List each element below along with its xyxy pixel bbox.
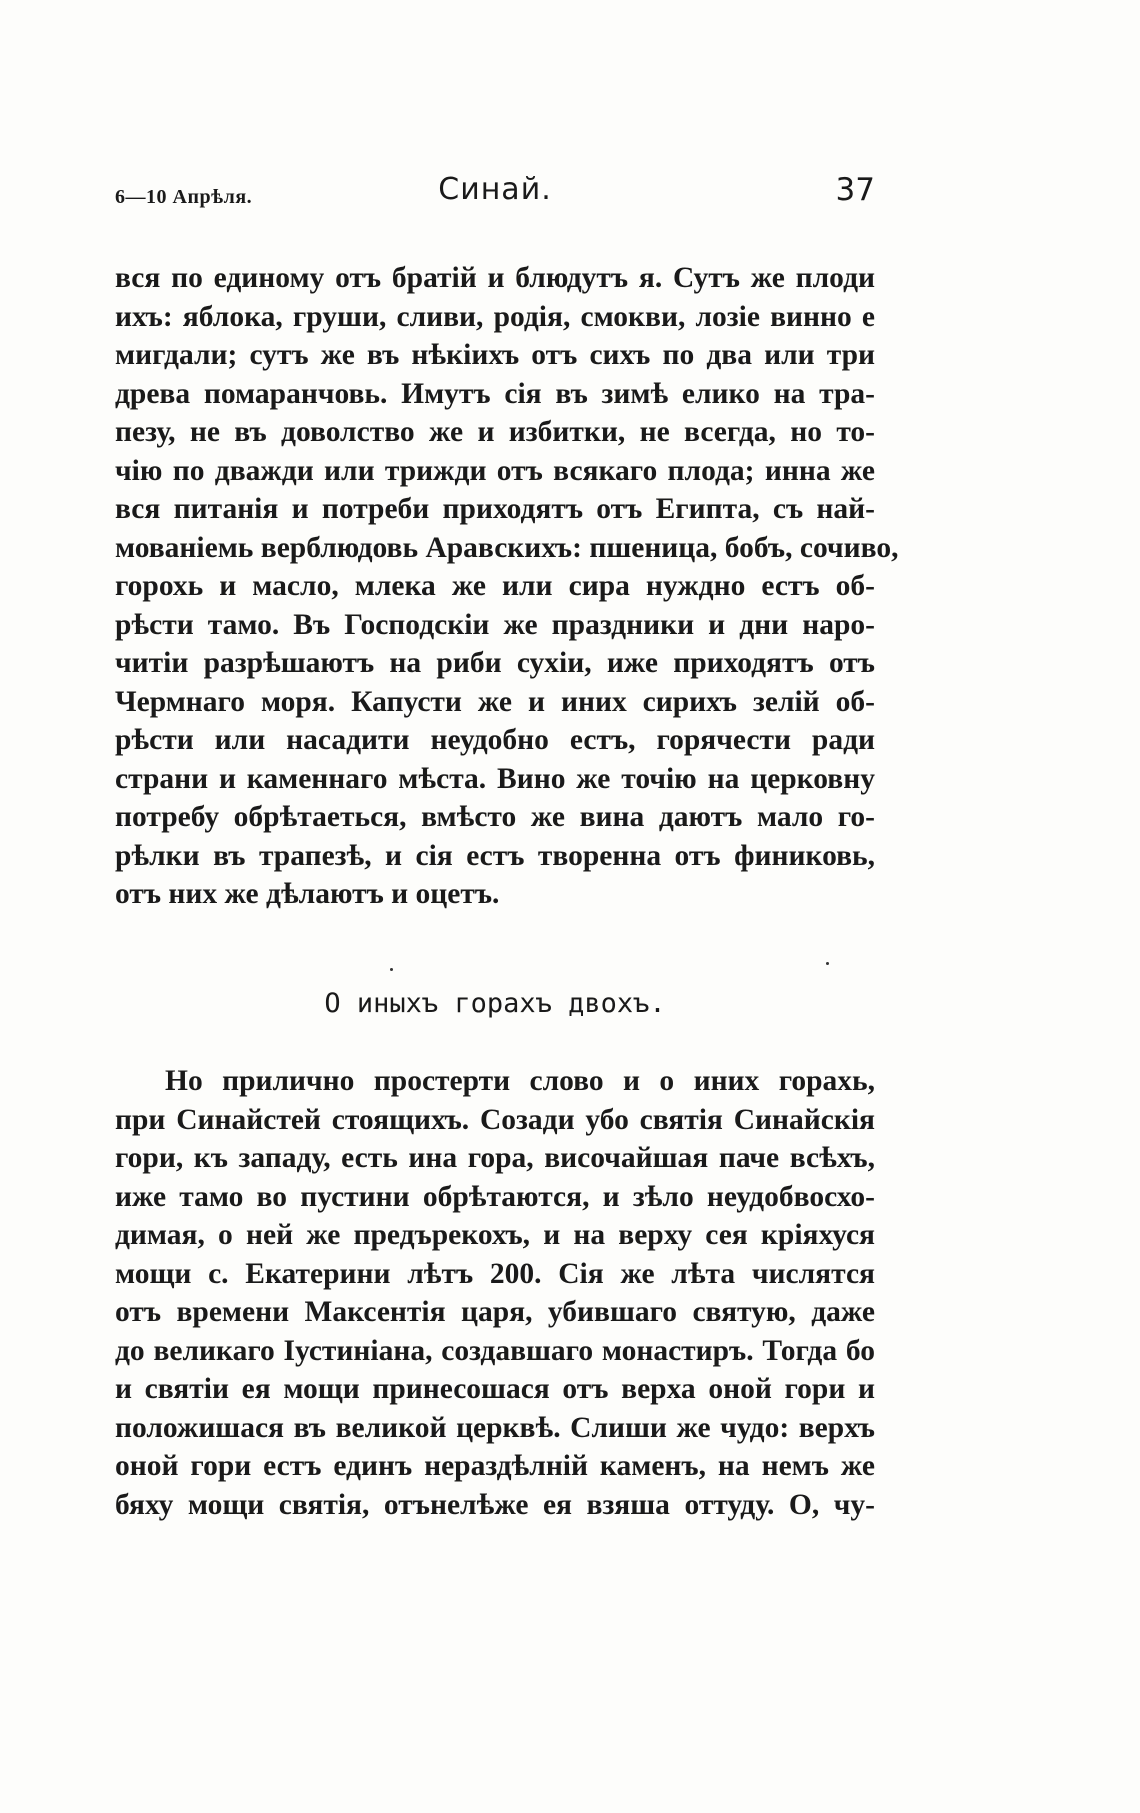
text-line: мованіемь верблюдовь Аравскихъ: пшеница, бобъ, сочиво, (115, 531, 899, 564)
text-line: рѣсти тамо. Въ Господскіи же праздники и дни наро- (115, 608, 875, 641)
text-line: рѣлки въ трапезѣ, и сія естъ творенна отъ финиковь, (115, 839, 875, 872)
paragraph-2 (115, 1062, 875, 1524)
text-line: положишася въ великой церквѣ. Слиши же чудо: верхъ (115, 1411, 875, 1444)
text-line: пезу, не въ доволство же и избитки, не всегда, но то- (115, 416, 875, 448)
text-line: горохь и масло, млека же или сира нуждно естъ об- (115, 570, 875, 602)
text-line: читіи разрѣшаютъ на риби сухіи, иже приходятъ отъ (115, 647, 875, 679)
text-line: отъ времени Максентія царя, убившаго святую, даже (115, 1296, 875, 1328)
text-line: при Синайстей стоящихъ. Созади убо святія Синайскія (115, 1103, 875, 1136)
text-line: Чермнаго моря. Капусти же и иних сирихъ зелій об- (115, 685, 875, 718)
text-line: ихъ: яблока, груши, сливи, родія, смокви, лозіе винно е (115, 300, 875, 333)
text-line: димая, о ней же предърекохъ, и на верху сея кріяхуся (115, 1219, 875, 1251)
print-speck (390, 968, 393, 971)
text-line: рѣсти или насадити неудобно естъ, горячести ради (115, 724, 875, 756)
text-line: потребу обрѣтаеться, вмѣсто же вина даютъ мало го- (115, 801, 875, 833)
print-speck (826, 962, 829, 965)
text-line: бяху мощи святія, отънелѣже ея взяша оттуду. О, чу- (115, 1488, 875, 1521)
text-line: древа помаранчовь. Имутъ сія въ зимѣ елико на тра- (115, 377, 875, 410)
text-line: гори, къ западу, есть ина гора, височайшая паче всѣхъ, (115, 1142, 875, 1174)
text-line: мигдали; сутъ же въ нѣкіихъ отъ сихъ по два или три (115, 339, 875, 371)
text-line: вся по единому отъ братій и блюдутъ я. Сутъ же плоди (115, 262, 875, 294)
text-line: мощи с. Екатерини лѣтъ 200. Сія же лѣта числятся (115, 1257, 875, 1290)
text-line: до великаго Іустиніана, создавшаго монастиръ. Тогда бо (115, 1334, 875, 1367)
text-line: чію по дважди или трижди отъ всякаго плода; инна же (115, 454, 875, 487)
running-header (115, 172, 875, 222)
paragraph-1 (115, 259, 899, 914)
page-number: 37 (835, 172, 875, 208)
text-line: оной гори естъ единъ нераздѣлній каменъ, на немъ же (115, 1450, 875, 1482)
header-date-range: 6—10 Апрѣля. (115, 186, 253, 208)
text-line: отъ них же дѣлаютъ и оцетъ. (115, 878, 500, 910)
section-heading: О иныхъ горахъ двохъ. (324, 988, 666, 1019)
text-line: и святіи ея мощи принесошася отъ верха оной гори и (115, 1373, 875, 1405)
header-title: Синай. (438, 172, 552, 207)
text-line: Но прилично простерти слово и о иних горахь, (165, 1065, 875, 1097)
text-line: страни и каменнаго мѣста. Вино же точію на церковну (115, 762, 875, 795)
text-line: иже тамо во пустини обрѣтаются, и зѣло неудобвосхо- (115, 1180, 875, 1213)
text-line: вся питанія и потреби приходятъ отъ Египта, съ най- (115, 493, 875, 525)
